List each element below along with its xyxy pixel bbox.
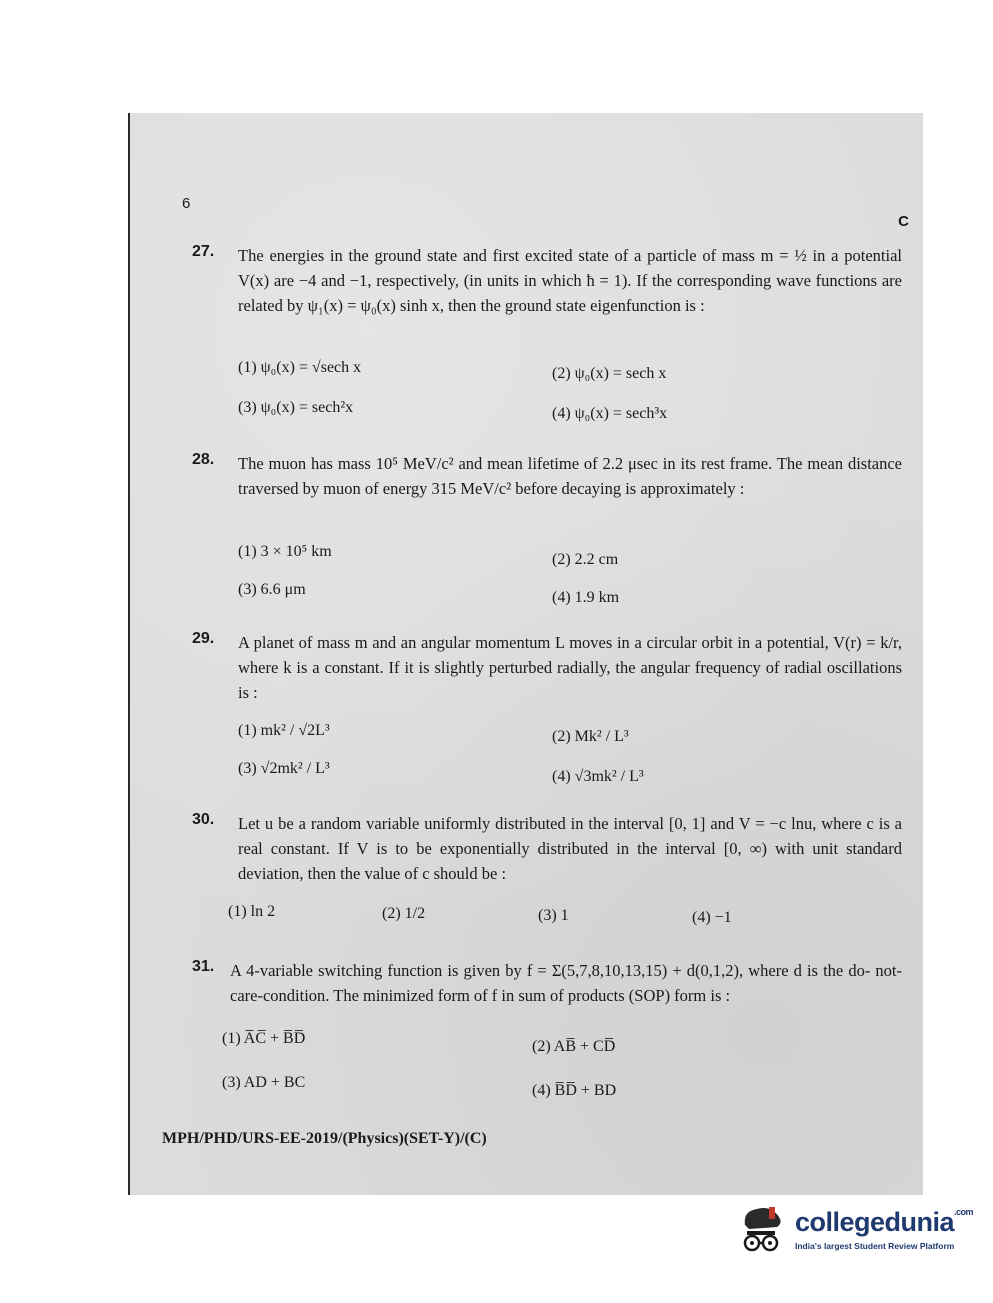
- option-4: (4) B̅D̅ + BD: [532, 1082, 617, 1099]
- scanned-page: [128, 113, 923, 1195]
- option-2: (2) ψ₀(x) = sech x: [552, 365, 667, 382]
- question-text: The muon has mass 10⁵ MeV/c² and mean lifetime of 2.2 μsec in its rest frame. The mean distance traversed by muon of energy 315 MeV/c² before decaying is approximately :: [238, 454, 902, 498]
- option-4: (4) √3mk² / L³: [552, 768, 644, 785]
- option-1: (1) ψ₀(x) = √sech x: [238, 359, 362, 376]
- question-31: [192, 958, 902, 1099]
- question-text: A planet of mass m and an angular momentum L moves in a circular orbit in a potential, V(r) = k/r, where k is a constant. If it is slightly perturbed radially, the angular frequency of radial oscillations is :: [238, 633, 902, 702]
- option-2: (2) 1/2: [382, 905, 426, 922]
- option-3: (3) ψ₀(x) = sech²x: [238, 399, 354, 416]
- logo-wordmark: collegedunia$^{.com}$: [795, 1207, 974, 1237]
- question-number: 28.: [192, 451, 215, 468]
- option-1: (1) A̅C̅ + B̅D̅: [222, 1030, 306, 1047]
- question-text: The energies in the ground state and first excited state of a particle of mass m = ½ in a potential V(x) are −4 and −1, respectively, (in units in which ħ = 1). If the corresponding wave functions are related by ψ₁(x) = ψ₀(x) sinh x, then the ground state eigenfunction is :: [238, 246, 902, 315]
- logo-tagline: India's largest Student Review Platform: [795, 1241, 955, 1251]
- option-3: (3) √2mk² / L³: [238, 760, 330, 777]
- question-29: [192, 630, 902, 785]
- question-30: [192, 811, 902, 926]
- option-2: (2) AB̅ + CD̅: [532, 1038, 616, 1055]
- option-2: (2) Mk² / L³: [552, 728, 629, 745]
- option-4: (4) −1: [692, 909, 732, 926]
- option-4: (4) 1.9 km: [552, 589, 620, 606]
- option-3: (3) AD + BC: [222, 1074, 306, 1091]
- option-1: (1) ln 2: [228, 903, 276, 920]
- page-number: 6: [182, 195, 191, 212]
- question-28: [192, 451, 902, 606]
- question-number: 29.: [192, 630, 215, 647]
- collegedunia-logo[interactable]: [735, 1203, 974, 1263]
- graduate-mascot-icon: [735, 1203, 791, 1259]
- question-text: A 4-variable switching function is given by f = Σ(5,7,8,10,13,15) + d(0,1,2), where d is the do- not-care-condition. The minimized form of f in sum of products (SOP) form is :: [230, 961, 902, 1005]
- question-number: 27.: [192, 243, 215, 260]
- option-2: (2) 2.2 cm: [552, 551, 619, 568]
- set-code: C: [898, 213, 909, 230]
- question-number: 30.: [192, 811, 215, 828]
- question-27: [192, 243, 902, 422]
- option-3: (3) 6.6 μm: [238, 581, 306, 598]
- option-1: (1) mk² / √2L³: [238, 722, 330, 739]
- page-footer: MPH/PHD/URS-EE-2019/(Physics)(SET-Y)/(C): [162, 1130, 487, 1147]
- question-text: Let u be a random variable uniformly distributed in the interval [0, 1] and V = −c lnu, where c is a real constant. If V is to be exponentially distributed in the interval [0, ∞) with unit standard deviation, then the value of c should be :: [238, 814, 902, 883]
- option-3: (3) 1: [538, 907, 569, 924]
- option-1: (1) 3 × 10⁵ km: [238, 543, 332, 560]
- option-4: (4) ψ₀(x) = sech³x: [552, 405, 668, 422]
- question-number: 31.: [192, 958, 215, 975]
